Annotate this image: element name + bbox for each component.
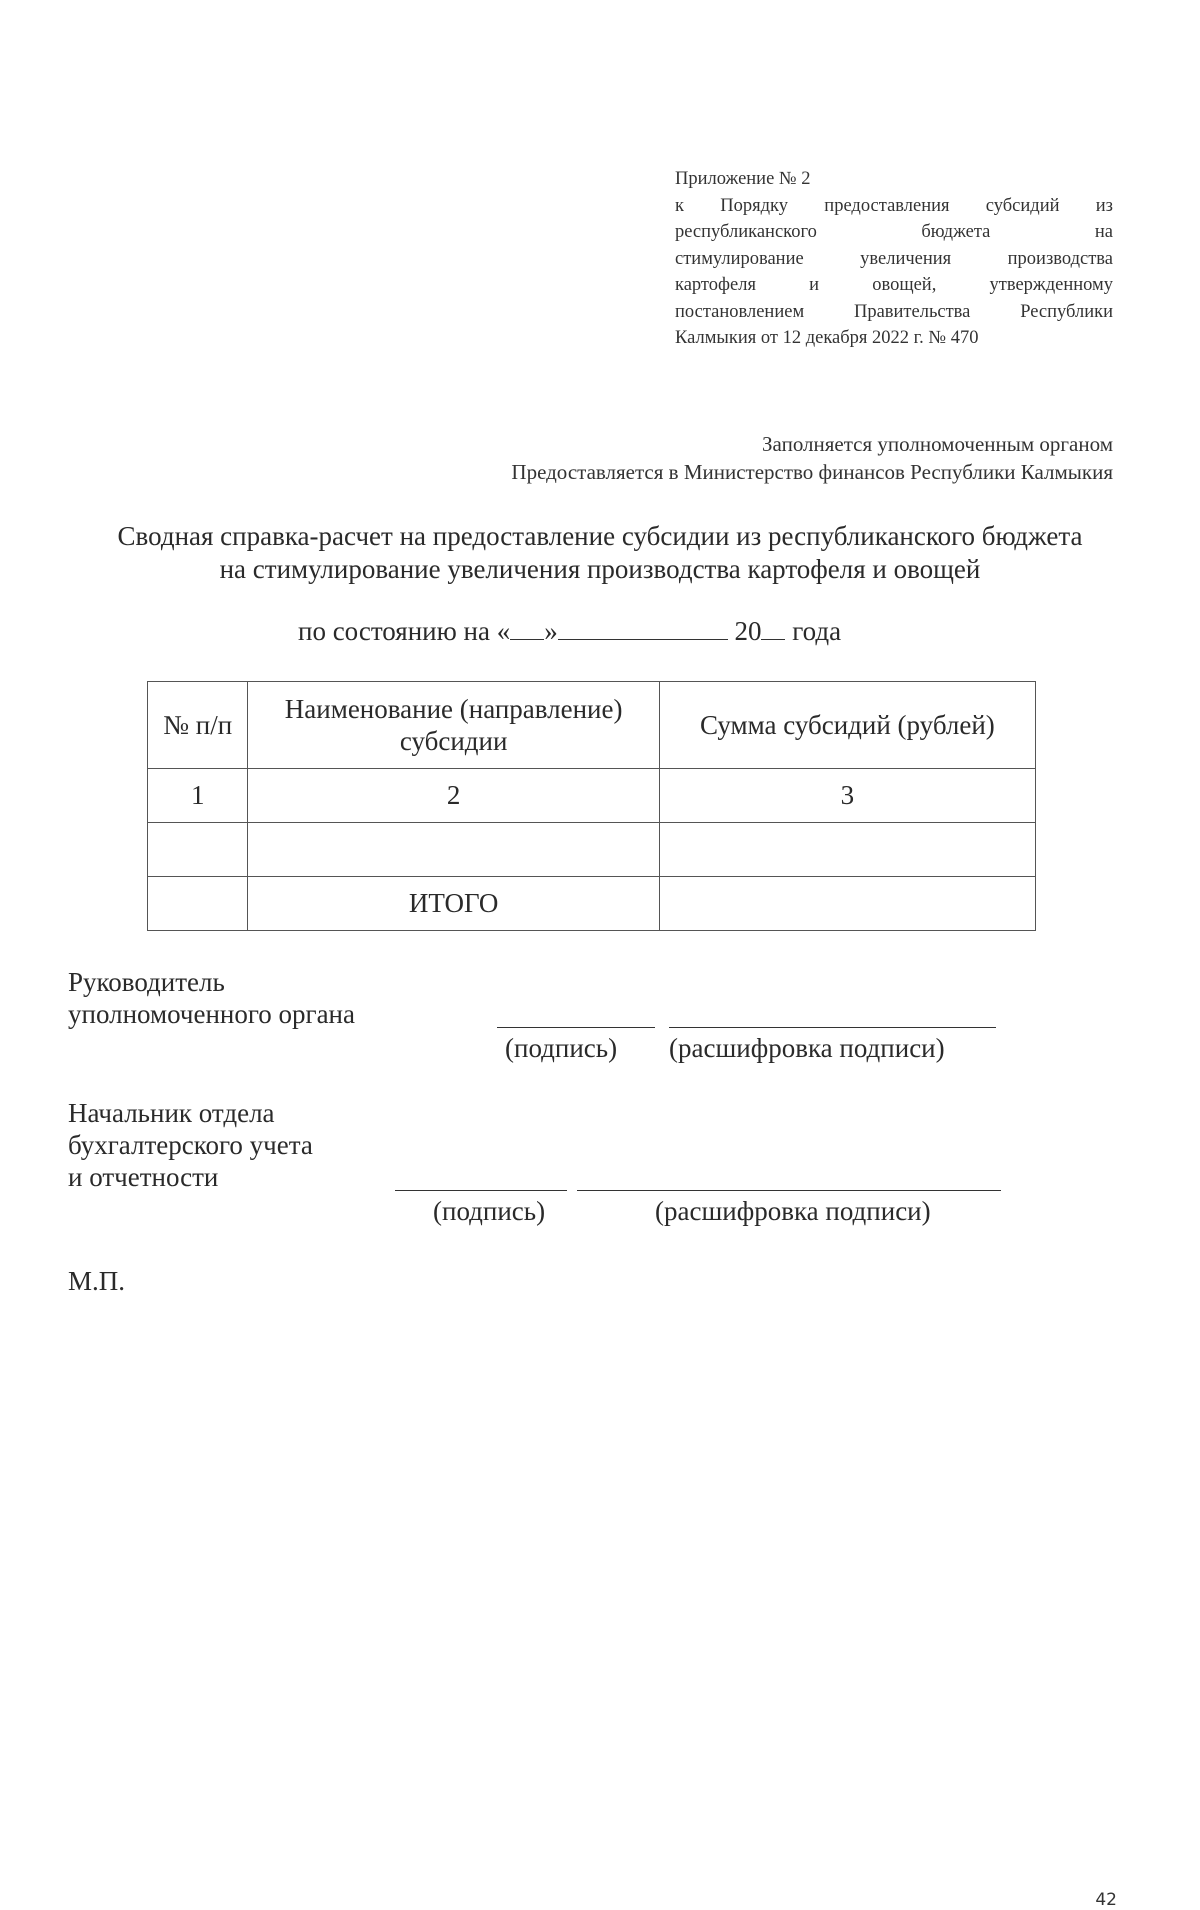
- appendix-line: постановлением Правительства Республики: [675, 301, 1113, 322]
- accounting-label-line: Начальник отдела: [68, 1098, 275, 1128]
- header-number: № п/п: [148, 682, 248, 769]
- head-signature-caption: (подпись): [505, 1033, 618, 1063]
- page-number: 42: [1095, 1890, 1117, 1910]
- table-total-row: [148, 877, 1036, 931]
- table-numbering-row: [148, 769, 1036, 823]
- stamp-place: М.П.: [68, 1266, 126, 1296]
- as-of-quote-close: »: [544, 616, 558, 646]
- header-subsidy-name: Наименование (направление) субсидии: [248, 682, 659, 769]
- day-blank[interactable]: [510, 615, 544, 640]
- head-signatory-label: [68, 966, 355, 1030]
- accounting-signatory-label: [68, 1097, 313, 1193]
- column-number-3: 3: [659, 769, 1035, 823]
- row-amount-cell[interactable]: [659, 823, 1035, 877]
- head-decode-caption: (расшифровка подписи): [669, 1033, 945, 1063]
- table-header-row: [148, 682, 1036, 769]
- appendix-line: республиканского бюджета на: [675, 222, 1113, 242]
- head-label-line: уполномоченного органа: [68, 999, 355, 1029]
- appendix-header: [675, 166, 1113, 352]
- accounting-signature-line[interactable]: [395, 1190, 567, 1191]
- header-subsidy-amount: Сумма субсидий (рублей): [659, 682, 1035, 769]
- row-number-cell[interactable]: [148, 823, 248, 877]
- total-label: ИТОГО: [248, 877, 659, 931]
- head-decode-line[interactable]: [669, 1027, 996, 1028]
- filled-by-note: Заполняется уполномоченным органом: [762, 432, 1113, 456]
- year-blank[interactable]: [761, 615, 785, 640]
- column-number-2: 2: [248, 769, 659, 823]
- submitted-to-note: Предоставляется в Министерство финансов Республики Калмыкия: [511, 460, 1113, 484]
- appendix-line: Калмыкия от 12 декабря 2022 г. № 470: [675, 328, 979, 348]
- accounting-label-line: бухгалтерского учета: [68, 1130, 313, 1160]
- accounting-signature-caption: (подпись): [433, 1196, 546, 1226]
- document-title-line1: Сводная справка-расчет на предоставление субсидии из республиканского бюджета: [117, 521, 1083, 551]
- appendix-line: к Порядку предоставления субсидий из: [675, 195, 1113, 216]
- row-subsidy-name-cell[interactable]: [248, 823, 659, 877]
- appendix-line: картофеля и овощей, утвержденному: [675, 275, 1113, 295]
- month-blank[interactable]: [558, 615, 728, 640]
- appendix-line: Приложение № 2: [675, 169, 811, 189]
- total-amount-cell[interactable]: [659, 877, 1035, 931]
- accounting-decode-line[interactable]: [577, 1190, 1001, 1191]
- as-of-date-line: [298, 615, 841, 647]
- head-signature-line[interactable]: [497, 1027, 655, 1028]
- table-row: [148, 823, 1036, 877]
- subsidy-calculation-table: [147, 681, 1036, 931]
- as-of-prefix: по состоянию на «: [298, 616, 511, 646]
- year-prefix: 20: [734, 616, 762, 646]
- head-label-line: Руководитель: [68, 967, 225, 997]
- as-of-suffix: года: [792, 616, 842, 646]
- accounting-decode-caption: (расшифровка подписи): [655, 1196, 931, 1226]
- total-empty-cell: [148, 877, 248, 931]
- accounting-label-line: и отчетности: [68, 1162, 219, 1192]
- document-title-line2: на стимулирование увеличения производства картофеля и овощей: [219, 554, 981, 584]
- appendix-line: стимулирование увеличения производства: [675, 248, 1113, 269]
- column-number-1: 1: [148, 769, 248, 823]
